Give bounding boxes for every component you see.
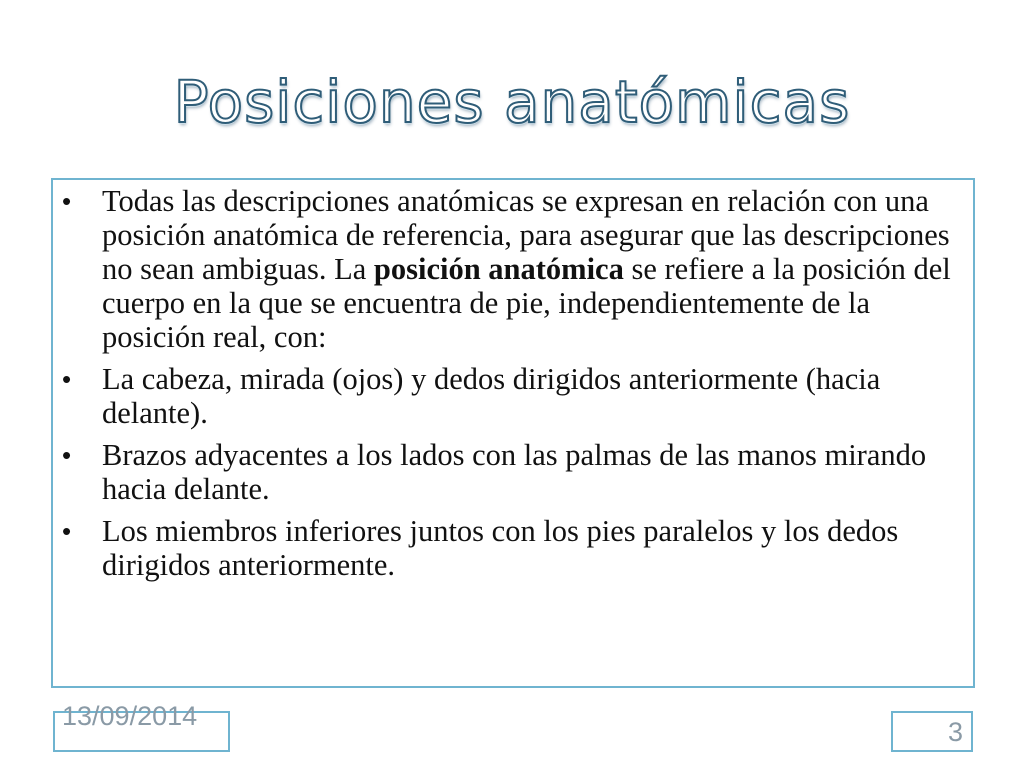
bullet-text-start: Todas las descripciones anatómicas se expresan en relación con una posición anatómica de referencia, para asegurar que las descripciones no sean ambiguas. La [102, 184, 950, 286]
page-number-box [891, 711, 973, 752]
bullet-dot: • [62, 186, 72, 216]
page-number: 3 [947, 717, 963, 747]
bullet-text: La cabeza, mirada (ojos) y dedos dirigidos anteriormente (hacia delante). [102, 362, 881, 430]
bullet-text-end: se refiere a la posición del cuerpo en la que se encuentra de pie, independientemente de la posición real, con: [102, 252, 951, 354]
content-box [51, 178, 975, 688]
slide-title: Posiciones anatómicas [173, 68, 851, 136]
bullet-dot: • [62, 516, 72, 546]
bullet-dot: • [62, 364, 72, 394]
bullet-item-1 [53, 184, 953, 354]
bullet-list [53, 184, 953, 590]
bullet-item-4 [53, 514, 953, 582]
bullet-dot: • [62, 440, 72, 470]
bullet-text-bold: posición anatómica [373, 252, 624, 286]
bullet-text: Brazos adyacentes a los lados con las palmas de las manos mirando hacia delante. [102, 438, 927, 506]
date-footer: 13/09/2014 [62, 701, 198, 731]
bullet-text: Los miembros inferiores juntos con los pies paralelos y los dedos dirigidos anteriormente. [102, 514, 899, 582]
bullet-item-2 [53, 362, 953, 430]
bullet-item-3 [53, 438, 953, 506]
